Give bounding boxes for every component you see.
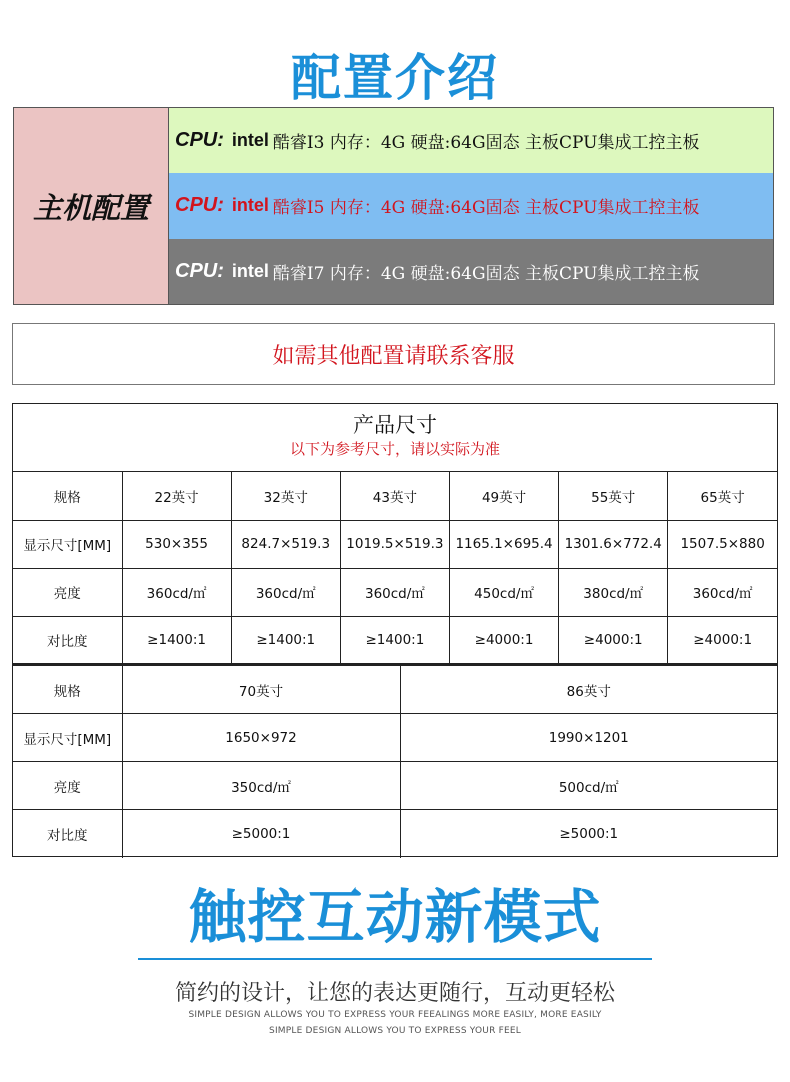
cpu-label: CPU: — [175, 194, 224, 217]
table-cell: 824.7×519.3 — [231, 520, 340, 568]
table-cell: 360cd/㎡ — [231, 568, 340, 616]
table-cell: 450cd/㎡ — [449, 568, 558, 616]
table-cell: 55英寸 — [559, 472, 668, 520]
table-row — [13, 810, 777, 858]
table-row — [13, 666, 777, 714]
table-cell: 22英寸 — [122, 472, 231, 520]
row-header-cell: 显示尺寸[MM] — [13, 520, 122, 568]
table-cell: 1650×972 — [122, 714, 400, 762]
cpu-label: CPU: — [175, 129, 224, 152]
config-block — [13, 107, 774, 305]
row-header-cell: 亮度 — [13, 762, 122, 810]
config-row-i5 — [169, 173, 773, 238]
table-row — [13, 472, 777, 520]
table-row — [13, 616, 777, 664]
table-cell: 86英寸 — [400, 666, 777, 714]
row-header-cell: 对比度 — [13, 810, 122, 858]
config-row-i7 — [169, 239, 773, 304]
config-label: 主机配置 — [14, 108, 169, 304]
table-cell: 1990×1201 — [400, 714, 777, 762]
spec-table-2 — [13, 665, 777, 858]
config-spec: 酷睿I3 内存：4G 硬盘:64G固态 主板CPU集成工控主板 — [272, 133, 700, 154]
row-header-cell: 对比度 — [13, 616, 122, 664]
tagline: 简约的设计，让您的表达更随行，互动更轻松 — [174, 981, 615, 1006]
table-cell: 43英寸 — [340, 472, 449, 520]
english-tagline-2: SIMPLE DESIGN ALLOWS YOU TO EXPRESS YOUR FEEL — [269, 1026, 521, 1036]
config-spec: 酷睿I5 内存：4G 硬盘:64G固态 主板CPU集成工控主板 — [272, 198, 700, 219]
spec-title: 产品尺寸 — [353, 413, 437, 437]
table-row — [13, 714, 777, 762]
row-header-cell: 显示尺寸[MM] — [13, 714, 122, 762]
cpu-brand: intel — [231, 260, 269, 281]
table-cell: ≥5000:1 — [400, 810, 777, 858]
row-header-cell: 规格 — [13, 472, 122, 520]
table-cell: 380cd/㎡ — [559, 568, 668, 616]
spec-header — [13, 404, 777, 472]
table-cell: ≥1400:1 — [340, 616, 449, 664]
table-cell: ≥5000:1 — [122, 810, 400, 858]
row-header-cell: 亮度 — [13, 568, 122, 616]
slogan: 触控互动新模式 — [188, 883, 602, 951]
table-row — [13, 762, 777, 810]
table-cell: 49英寸 — [449, 472, 558, 520]
table-row — [13, 520, 777, 568]
table-cell: 1507.5×880 — [668, 520, 777, 568]
table-cell: 1165.1×695.4 — [449, 520, 558, 568]
config-spec: 酷睿I7 内存：4G 硬盘:64G固态 主板CPU集成工控主板 — [272, 263, 700, 284]
table-cell: 350cd/㎡ — [122, 762, 400, 810]
table-cell: 65英寸 — [668, 472, 777, 520]
table-cell: ≥4000:1 — [559, 616, 668, 664]
table-cell: ≥1400:1 — [231, 616, 340, 664]
contact-notice: 如需其他配置请联系客服 — [12, 323, 775, 385]
page-title: 配置介绍 — [291, 49, 499, 107]
table-cell: 1301.6×772.4 — [559, 520, 668, 568]
table-cell: 32英寸 — [231, 472, 340, 520]
table-cell: ≥4000:1 — [449, 616, 558, 664]
table-cell: 360cd/㎡ — [668, 568, 777, 616]
table-cell: ≥1400:1 — [122, 616, 231, 664]
config-row-i3 — [169, 108, 773, 173]
table-cell: 500cd/㎡ — [400, 762, 777, 810]
table-row — [13, 568, 777, 616]
table-cell: 70英寸 — [122, 666, 400, 714]
cpu-label: CPU: — [175, 259, 224, 282]
row-header-cell: 规格 — [13, 666, 122, 714]
english-tagline-1: SIMPLE DESIGN ALLOWS YOU TO EXPRESS YOUR FEEALINGS MORE EASILY, MORE EASILY — [188, 1010, 602, 1020]
table-cell: 530×355 — [122, 520, 231, 568]
spec-subtitle: 以下为参考尺寸，请以实际为准 — [289, 440, 500, 458]
slogan-divider — [138, 958, 652, 960]
cpu-brand: intel — [231, 195, 269, 216]
cpu-brand: intel — [231, 130, 269, 151]
spec-table-1 — [13, 472, 777, 665]
config-rows — [169, 108, 773, 304]
table-cell: 360cd/㎡ — [340, 568, 449, 616]
table-cell: ≥4000:1 — [668, 616, 777, 664]
table-cell: 360cd/㎡ — [122, 568, 231, 616]
spec-table-block — [12, 403, 778, 857]
table-cell: 1019.5×519.3 — [340, 520, 449, 568]
